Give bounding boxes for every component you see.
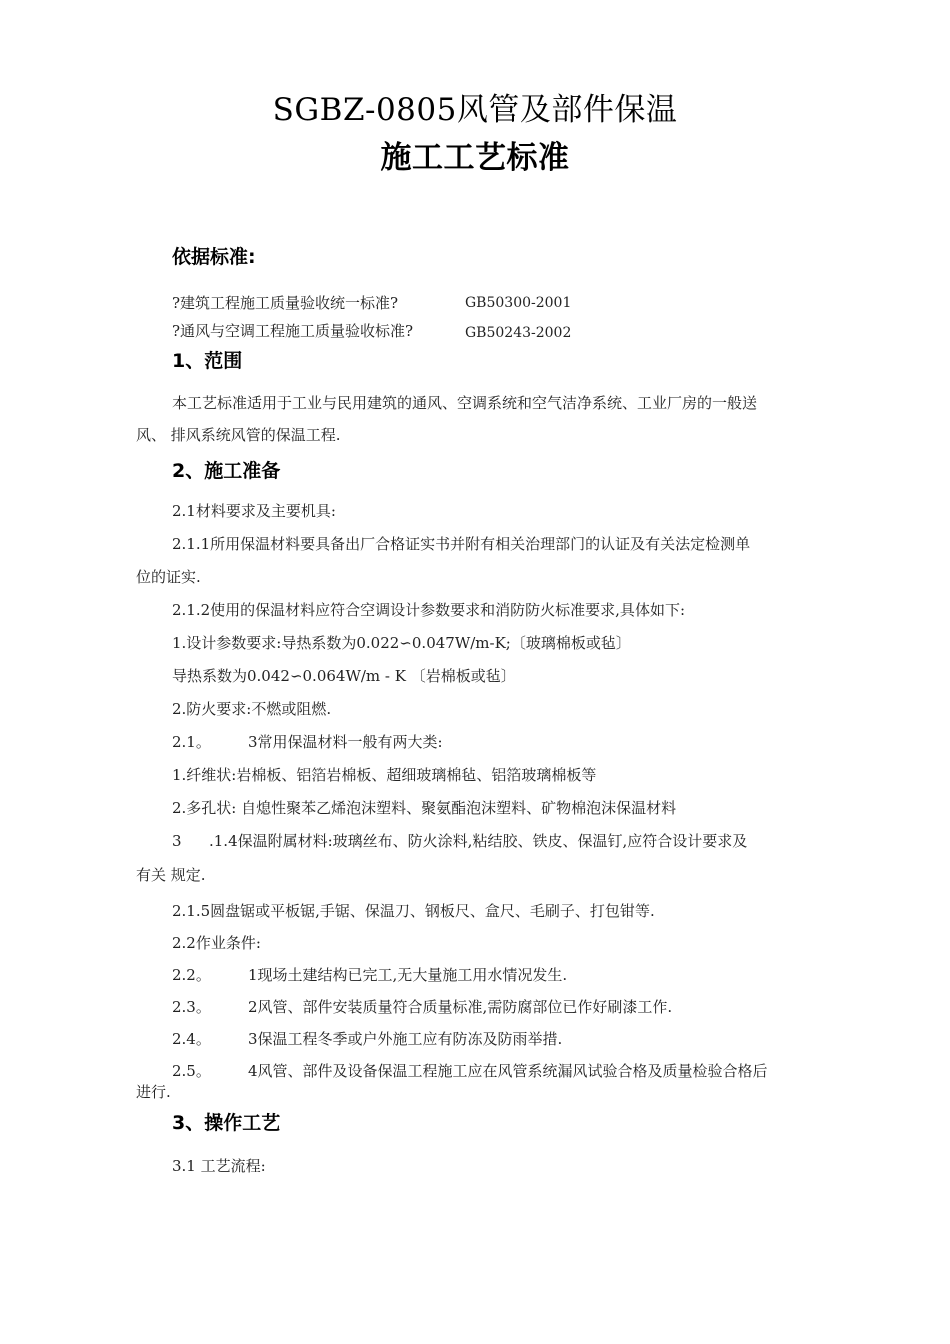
design-parameter-line2: 导热系数为0.042∽0.064W/m - K 〔岩棉板或毡〕 (172, 667, 516, 685)
item-2-1-3-text: 3常用保温材料一般有两大类: (248, 733, 443, 751)
condition-number: 2.4。 (172, 1030, 211, 1048)
condition-text: 2风管、部件安装质量符合质量标准,需防腐部位已作好刷漆工作. (248, 998, 673, 1016)
porous-materials: 2.多孔状: 自熄性聚苯乙烯泡沫塑料、聚氨酯泡沫塑料、矿物棉泡沫保温材料 (172, 799, 677, 817)
basis-ref-name: ?通风与空调工程施工质量验收标准? (172, 322, 414, 340)
scope-paragraph-line2: 风、 排风系统风管的保温工程. (136, 426, 341, 444)
scope-paragraph-line1: 本工艺标准适用于工业与民用建筑的通风、空调系统和空气洁净系统、工业厂房的一般送 (172, 394, 758, 412)
section-3-heading: 3、操作工艺 (172, 1112, 281, 1134)
item-2-1-3-number: 2.1。 (172, 733, 211, 751)
work-conditions-subheading: 2.2作业条件: (172, 934, 261, 952)
basis-ref-code: GB50300-2001 (465, 295, 572, 311)
fire-requirement: 2.防火要求:不燃或阻燃. (172, 700, 332, 718)
basis-heading: 依据标准: (172, 246, 256, 268)
condition-continuation: 进行. (136, 1083, 171, 1101)
design-parameter-line1: 1.设计参数要求:导热系数为0.022∽0.047W/m-K;〔玻璃棉板或毡〕 (172, 634, 631, 652)
document-title-line2: 施工工艺标准 (380, 140, 570, 176)
process-flow-subheading: 3.1 工艺流程: (172, 1157, 266, 1175)
item-2-1-4-number: 3 (172, 832, 182, 850)
fibrous-materials: 1.纤维状:岩棉板、铝箔岩棉板、超细玻璃棉毡、铝箔玻璃棉板等 (172, 766, 597, 784)
item-2-1-4-continuation: 有关 规定. (136, 866, 206, 884)
item-2-1-4-text: .1.4保温附属材料:玻璃丝布、防火涂料,粘结胶、铁皮、保温钉,应符合设计要求及 (209, 832, 748, 850)
condition-text: 4风管、部件及设备保温工程施工应在风管系统漏风试验合格及质量检验合格后 (248, 1062, 768, 1080)
basis-ref-code: GB50243-2002 (465, 325, 572, 341)
condition-text: 1现场土建结构已完工,无大量施工用水情况发生. (248, 966, 568, 984)
condition-number: 2.5。 (172, 1062, 211, 1080)
item-2-1-5: 2.1.5圆盘锯或平板锯,手锯、保温刀、钢板尺、盒尺、毛刷子、打包钳等. (172, 902, 655, 920)
materials-subheading: 2.1材料要求及主要机具: (172, 502, 336, 520)
item-2-1-1-line2: 位的证实. (136, 568, 201, 586)
condition-text: 3保温工程冬季或户外施工应有防冻及防雨举措. (248, 1030, 563, 1048)
condition-number: 2.2。 (172, 966, 211, 984)
item-2-1-1-line1: 2.1.1所用保温材料要具备出厂合格证实书并附有相关治理部门的认证及有关法定检测单 (172, 535, 751, 553)
section-1-heading: 1、范围 (172, 350, 243, 372)
item-2-1-2: 2.1.2使用的保温材料应符合空调设计参数要求和消防防火标准要求,具体如下: (172, 601, 685, 619)
section-2-heading: 2、施工准备 (172, 460, 281, 482)
condition-number: 2.3。 (172, 998, 211, 1016)
basis-ref-name: ?建筑工程施工质量验收统一标准? (172, 294, 399, 312)
document-title-line1: SGBZ-0805风管及部件保温 (272, 92, 678, 128)
